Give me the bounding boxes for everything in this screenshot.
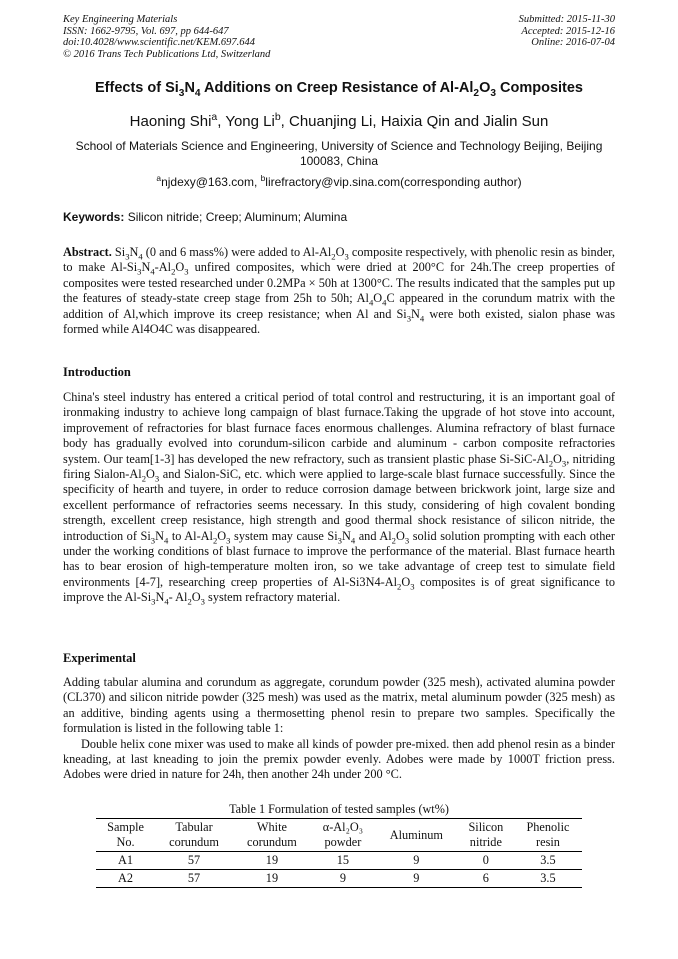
table-header-row bbox=[96, 819, 582, 852]
running-header bbox=[63, 14, 615, 68]
table-caption: Table 1 Formulation of tested samples (wt%) bbox=[229, 802, 449, 816]
table-cell: A1 bbox=[118, 853, 134, 867]
table-cell: 19 bbox=[265, 853, 279, 867]
keywords-label: Keywords: bbox=[63, 210, 125, 224]
table-cell: 3.5 bbox=[540, 871, 556, 885]
introduction-body: China's steel industry has entered a critical period of total control and restructuring, it is an important goal of ironmaking industry to achieve long campaign of blast furnace.Taking the upgrade of hot stove into account, improvement of refractories for blast furnace faces enormous challenges. Alumina refractory of blast furnace body has gradually evolved into corundum-silicon carbide and aluminum - carbon composite refractories system. Our team[1-3] has developed the new refractory, such as transient plastic phase $Si-SiC-Al_2O_3$, nitriding firing Sialon-$Al_2O_3$ and Sialon-SiC, etc. which were applied to large-scale blast furnace successfully. Since the specificity of hearth and tuyere, in order to reduce corrosion damage between brickwork joint, large size and excellent performance of refractories seems necessary. In this study, considering of high covalent bonding strength, excellent creep resistance, high strength and good thermal shock resistance of silicon nitride, the introduction of $Si_3N_4$ to $Al-Al_2O_3$ system may cause $Si_3N_4$ and $Al_2O_3$ solid solution prompting with each other under the working conditions of blast furnace to improve the performance of the material. Blast furnace hearth has to bear erosion of high-temperature molten iron, so we take advantage of creep test to simulate field environments [4-7], researching creep properties of $Al-Si3N4-Al_2O_3$ composites is of great significance to improve the $Al-Si_3N_4-$ $Al_2O_3$ system refractory material. bbox=[63, 390, 615, 607]
abstract-label: Abstract. bbox=[63, 245, 112, 259]
experimental-paragraph-1: Adding tabular alumina and corundum as aggregate, corundum powder (325 mesh), activated alumina powder (CL370) and silicon nitride powder (325 mesh) was used as the matrix, metal aluminum powder (325 mesh) as an additive, binding agents using a thermosetting phenol resin to prepare two samples. Specifically the formulation is listed in the following table 1: bbox=[63, 675, 615, 736]
table-cell: 57 bbox=[187, 871, 201, 885]
doi-line: doi:10.4028/www.scientific.net/KEM.697.644 bbox=[63, 37, 255, 48]
formulation-table bbox=[96, 818, 582, 888]
table-cell: 15 bbox=[336, 853, 350, 867]
table-row bbox=[96, 870, 582, 888]
col-tabular-corundum: Tabular corundum bbox=[169, 820, 219, 849]
table-cell: 3.5 bbox=[540, 853, 556, 867]
email-b: lirefractory@vip.sina.com(corresponding author) bbox=[265, 175, 522, 189]
paper-title: Effects of $Si_3N_4$ Additions on Creep Resistance of $Al-Al_2O_3$ Composites bbox=[95, 80, 583, 99]
abstract: Abstract. $Si_3N_4$ (0 and 6 mass%) were added to $Al-Al_2O_3$ composite respectively, with phenolic resin as binder, to make $Al-Si_3N_4-Al_2O_3$ unfired composites, which were dried at 200°C for 24h.The creep properties of composites were tested researched under 0.2MPa × 50h at 1300°C. The results indicated that the samples put up the features of steady-state creep stage from 25h to 50h; $Al_4O_4C$ appeared in the corundum matrix with the addition of Al,which improve its creep resistance; when Al and $Si_3N_4$ were both existed, sialon phase was formed while Al4O4C was disappeared. bbox=[63, 245, 615, 337]
experimental-heading: Experimental bbox=[63, 651, 136, 665]
email-a: njdexy@163.com, bbox=[161, 175, 261, 189]
col-aluminum: Aluminum bbox=[389, 827, 443, 842]
copyright-line: © 2016 Trans Tech Publications Ltd, Switzerland bbox=[63, 48, 271, 60]
table-cell: 9 bbox=[339, 871, 346, 885]
experimental-paragraph-2: Double helix cone mixer was used to make all kinds of powder pre-mixed. then add phenol resin as a binder kneading, at last kneading to join the premix powder evenly. Adobes were made by 1000T friction press. Adobes were dried in nature for 24h, then another 24h under 200 °C. bbox=[63, 736, 615, 782]
submitted-date: Submitted: 2015-11-30 bbox=[518, 14, 615, 25]
table-row bbox=[96, 852, 582, 870]
table-cell: 9 bbox=[413, 871, 420, 885]
keywords-text: Silicon nitride; Creep; Aluminum; Alumina bbox=[124, 210, 348, 224]
affiliation-line-2: 100083, China bbox=[299, 154, 379, 168]
col-white-corundum: White corundum bbox=[247, 820, 297, 849]
col-phenolic-resin: Phenolic resin bbox=[526, 820, 570, 849]
affiliation bbox=[63, 139, 615, 169]
col-silicon-nitride: Silicon nitride bbox=[468, 820, 504, 849]
table-cell: 6 bbox=[482, 871, 489, 885]
table-cell: 9 bbox=[413, 853, 420, 867]
author-emails: $^a$njdexy@163.com, $^b$lirefractory@vip.sina.com(corresponding author) bbox=[156, 173, 522, 189]
table-cell: 19 bbox=[265, 871, 279, 885]
experimental-body bbox=[63, 675, 615, 783]
dates-info bbox=[519, 14, 615, 49]
col-alumina-powder: α-Al₂O₃ powder bbox=[322, 820, 364, 849]
keywords bbox=[63, 210, 615, 224]
accepted-date: Accepted: 2015-12-16 bbox=[521, 25, 615, 37]
table-cell: A2 bbox=[118, 871, 134, 885]
col-sample-no: Sample No. bbox=[107, 820, 144, 849]
issn-line: ISSN: 1662-9795, Vol. 697, pp 644-647 bbox=[63, 25, 229, 37]
journal-info bbox=[63, 14, 270, 60]
online-date: Online: 2016-07-04 bbox=[531, 37, 615, 48]
introduction-heading: Introduction bbox=[63, 365, 131, 379]
author-list: Haoning Shi$^a$, Yong Li$^b$, Chuanjing Li, Haixia Qin and Jialin Sun bbox=[129, 111, 549, 130]
affiliation-line-1: School of Materials Science and Engineering, University of Science and Technology Beijing, Beijing bbox=[75, 139, 603, 153]
table-cell: 57 bbox=[187, 853, 201, 867]
table-cell: 0 bbox=[482, 853, 489, 867]
journal-name: Key Engineering Materials bbox=[63, 14, 178, 25]
